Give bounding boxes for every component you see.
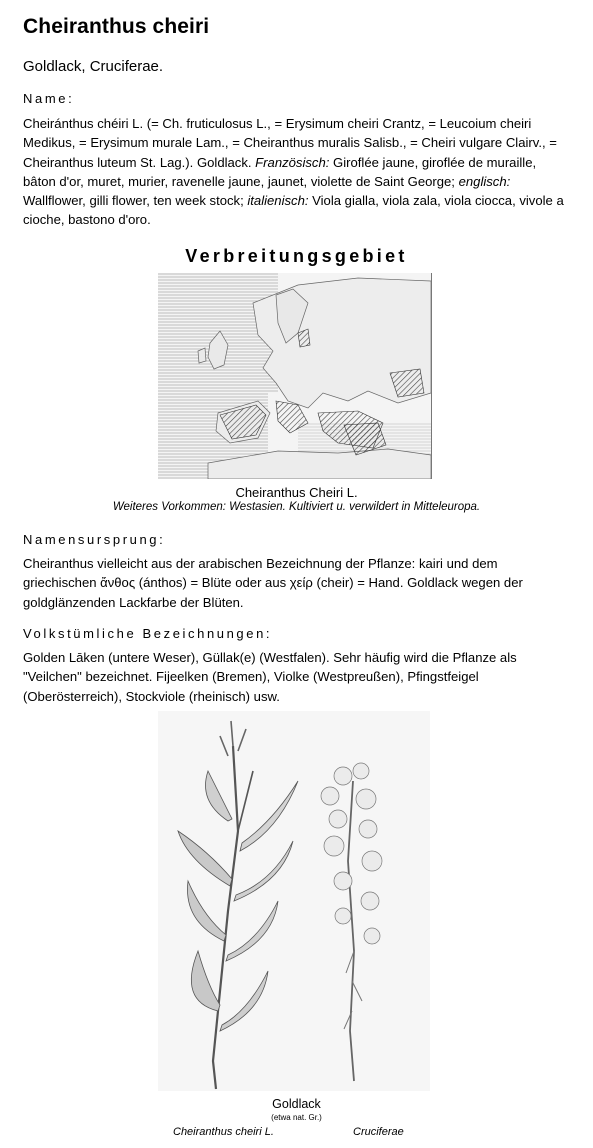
name-paragraph <box>23 114 571 230</box>
map-title: Verbreitungsgebiet <box>185 246 408 266</box>
illustration-scientific-name: Cheiranthus cheiri L. <box>173 1126 274 1138</box>
map-caption: Cheiranthus Cheiri L. <box>235 485 358 500</box>
label-italian: italienisch: <box>247 193 309 209</box>
text-french: Giroflée jaune, giroflée de muraille, bâton d'or, muret, murier, ravenelle jaune, jaunet, violette de Saint George; <box>23 154 537 189</box>
illustration-scale: (etwa nat. Gr.) <box>271 1113 322 1122</box>
text-italian: Viola gialla, viola zala, viola ciocca, vivole a cioche, bastono d'oro. <box>23 193 564 228</box>
illustration-family: Cruciferae <box>353 1126 404 1138</box>
plant-illustration <box>158 711 430 1091</box>
label-french: Französisch: <box>255 154 330 170</box>
name-text: Cheiránthus chéiri L. (= Ch. fruticulosus L., = Erysimum cheiri Crantz, = Leucoium cheiri Medikus, = Erysimum murale Lam., = Cheiranthus muralis Salisb., = Cheiri vulgare Clairv., = Cheiranthus luteum St. Lag.). Goldlack. <box>23 116 557 170</box>
name-heading: Name: <box>23 91 75 106</box>
map-note: Weiteres Vorkommen: Westasien. Kultiviert u. verwildert in Mitteleuropa. <box>112 501 481 513</box>
europe-map-image <box>158 273 431 479</box>
origin-heading: Namensursprung: <box>23 532 166 547</box>
wallflower-drawing <box>158 711 430 1091</box>
label-english: englisch: <box>458 173 511 189</box>
text-english: Wallflower, gilli flower, ten week stock; <box>23 193 244 209</box>
folk-names-text: Golden Lāken (untere Weser), Güllak(e) (Westfalen). Sehr häufig wird die Pflanze als "Veilchen" bezeichnet. Fijeelken (Bremen), Violke (Westpreußen), Pfingstfeigel (Oberösterreich), Stockviole (rheinisch) usw. <box>23 650 517 704</box>
distribution-map <box>158 273 432 479</box>
folk-names-heading: Volkstümliche Bezeichnungen: <box>23 626 273 641</box>
page-subtitle: Goldlack, Cruciferae. <box>23 58 164 75</box>
illustration-name: Goldlack <box>272 1097 321 1111</box>
page-title: Cheiranthus cheiri <box>23 15 210 38</box>
origin-text: Cheiranthus vielleicht aus der arabischen Bezeichnung der Pflanze: kairi und dem griechischen ἄνθος (ánthos) = Blüte oder aus χείρ (cheir) = Hand. Goldlack wegen der goldglänzenden Lackfarbe der Blüten. <box>23 556 523 610</box>
